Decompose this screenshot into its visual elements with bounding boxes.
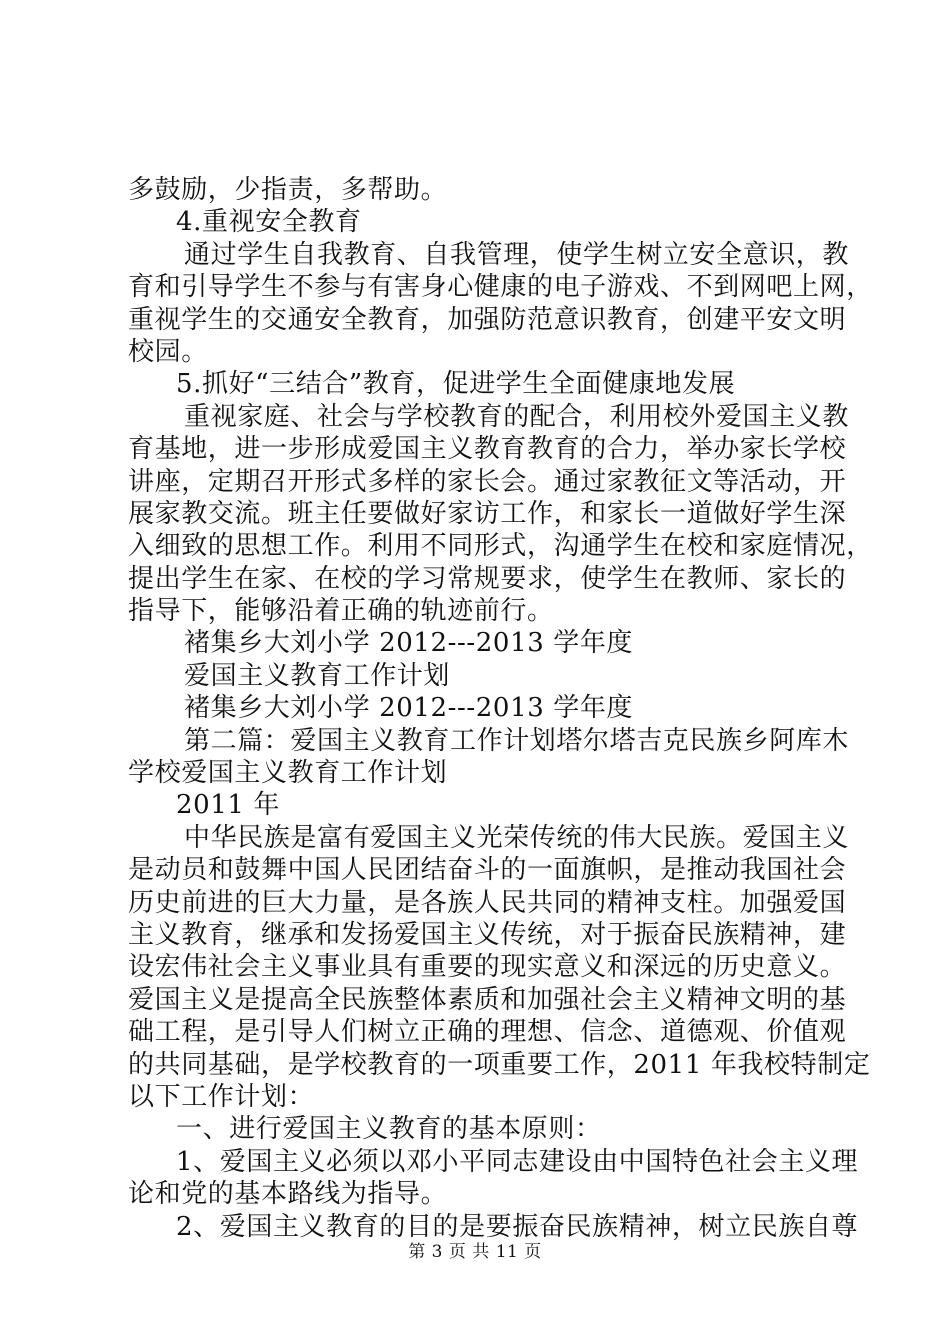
text-line: 是动员和鼓舞中国人民团结奋斗的一面旗帜，是推动我国社会	[128, 855, 847, 886]
paragraph-start-line: 通过学生自我教育、自我管理，使学生树立安全意识，教	[184, 239, 850, 270]
text-line: 以下工作计划：	[128, 1081, 315, 1112]
paragraph-start-line: 中华民族是富有爱国主义光荣传统的伟大民族。爱国主义	[184, 822, 850, 853]
section-heading: 5.抓好“三结合”教育，促进学生全面健康地发展	[176, 369, 736, 400]
text-line: 的共同基础，是学校教育的一项重要工作，2011 年我校特制定	[128, 1049, 871, 1080]
plan-title-line: 爱国主义教育工作计划	[184, 660, 451, 691]
school-year-line: 褚集乡大刘小学 2012---2013 学年度	[184, 628, 634, 659]
text-line: 重视学生的交通安全教育，加强防范意识教育，创建平安文明	[128, 304, 847, 335]
section-heading: 4.重视安全教育	[176, 207, 362, 238]
text-line: 指导下，能够沿着正确的轨迹前行。	[128, 596, 554, 627]
paragraph-start-line: 重视家庭、社会与学校教育的配合，利用校外爱国主义教	[184, 401, 850, 432]
text-line: 历史前进的巨大力量，是各族人民共同的精神支柱。加强爱国	[128, 887, 847, 918]
text-line: 设宏伟社会主义事业具有重要的现实意义和深远的历史意义。	[128, 952, 847, 983]
text-line: 提出学生在家、在校的学习常规要求，使学生在教师、家长的	[128, 563, 847, 594]
text-line: 入细致的思想工作。利用不同形式，沟通学生在校和家庭情况，	[128, 531, 873, 562]
page-number-footer: 第 3 页 共 11 页	[408, 1242, 542, 1262]
text-line: 校园。	[128, 336, 208, 367]
document-body	[128, 174, 873, 1243]
list-item-line: 2、爱国主义教育的目的是要振奋民族精神，树立民族自尊	[176, 1211, 859, 1242]
text-line: 主义教育，继承和发扬爱国主义传统，对于振奋民族精神，建	[128, 919, 847, 950]
text-line: 多鼓励，少指责，多帮助。	[128, 175, 448, 205]
chapter-title-line: 第二篇：爱国主义教育工作计划塔尔塔吉克民族乡阿库木	[184, 725, 850, 756]
text-line: 育和引导学生不参与有害身心健康的电子游戏、不到网吧上网，	[128, 272, 873, 303]
text-line: 爱国主义是提高全民族整体素质和加强社会主义精神文明的基	[128, 984, 847, 1015]
school-year-line: 褚集乡大刘小学 2012---2013 学年度	[184, 693, 634, 724]
text-line: 讲座，定期召开形式多样的家长会。通过家教征文等活动，开	[128, 466, 847, 497]
text-line: 学校爱国主义教育工作计划	[128, 758, 448, 789]
text-line: 展家教交流。班主任要做好家访工作，和家长一道做好学生深	[128, 498, 847, 529]
text-line: 论和党的基本路线为指导。	[128, 1179, 448, 1210]
year-line: 2011 年	[176, 790, 281, 821]
list-item-line: 1、爱国主义必须以邓小平同志建设由中国特色社会主义理	[176, 1146, 859, 1177]
section-heading: 一、进行爱国主义教育的基本原则：	[176, 1114, 602, 1145]
text-line: 础工程，是引导人们树立正确的理想、信念、道德观、价值观	[128, 1017, 847, 1048]
text-line: 育基地，进一步形成爱国主义教育教育的合力，举办家长学校	[128, 434, 847, 465]
